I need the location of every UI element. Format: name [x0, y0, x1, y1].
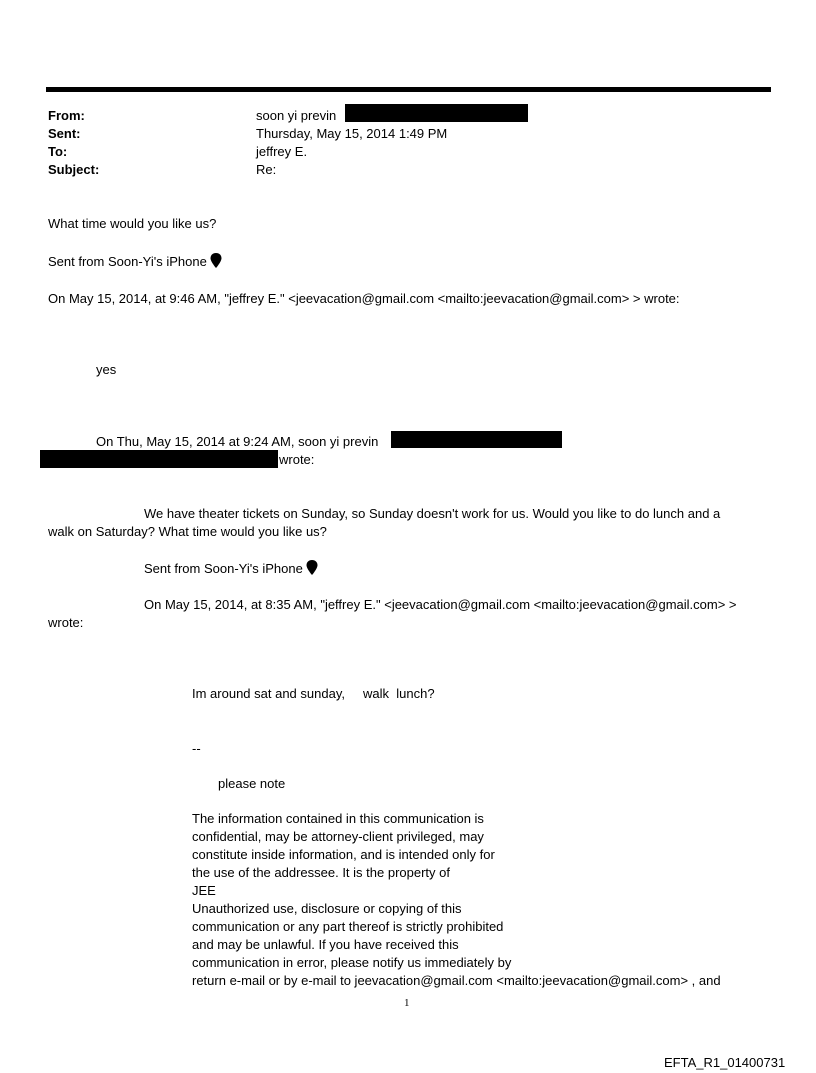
- subject-value: Re:: [256, 162, 277, 177]
- disclaimer-line: confidential, may be attorney-client privileged, may: [192, 829, 484, 844]
- quote-header-end: wrote:: [48, 615, 84, 630]
- please-note: please note: [218, 776, 286, 791]
- message-line: Im around sat and sunday, walk lunch?: [192, 686, 435, 701]
- location-pin-icon: [306, 560, 318, 580]
- message-line: walk on Saturday? What time would you like us?: [48, 524, 327, 539]
- disclaimer-line: return e-mail or by e-mail to jeevacation@gmail.com <mailto:jeevacation@gmail.com> , and: [192, 973, 721, 988]
- disclaimer-line: the use of the addressee. It is the property of: [192, 865, 450, 880]
- to-value: jeffrey E.: [256, 144, 308, 159]
- location-pin-icon: [210, 253, 222, 273]
- to-label: To:: [48, 144, 68, 159]
- quote-header: On Thu, May 15, 2014 at 9:24 AM, soon yi previn: [96, 434, 379, 449]
- signature-dashes: --: [192, 741, 201, 756]
- from-label: From:: [48, 108, 85, 123]
- redaction-block: [391, 431, 562, 448]
- signature-text: Sent from Soon-Yi's iPhone: [48, 254, 207, 269]
- disclaimer-line: communication in error, please notify us immediately by: [192, 955, 512, 970]
- from-value: soon yi previn: [256, 108, 337, 123]
- signature-line: [144, 560, 318, 580]
- sent-value: Thursday, May 15, 2014 1:49 PM: [256, 126, 448, 141]
- redaction-block: [345, 104, 528, 122]
- message-line: What time would you like us?: [48, 216, 217, 231]
- quote-header: On May 15, 2014, at 8:35 AM, "jeffrey E." <jeevacation@gmail.com <mailto:jeevacation@gmail.com> >: [144, 597, 737, 612]
- signature-text: Sent from Soon-Yi's iPhone: [144, 561, 303, 576]
- sent-label: Sent:: [48, 126, 81, 141]
- disclaimer-line: JEE: [192, 883, 216, 898]
- quote-header-end: wrote:: [279, 452, 315, 467]
- disclaimer-line: constitute inside information, and is intended only for: [192, 847, 495, 862]
- message-line: We have theater tickets on Sunday, so Sunday doesn't work for us. Would you like to do lunch and a: [144, 506, 721, 521]
- signature-line: [48, 253, 222, 273]
- header-rule: [46, 87, 771, 92]
- subject-label: Subject:: [48, 162, 100, 177]
- disclaimer-line: communication or any part thereof is strictly prohibited: [192, 919, 504, 934]
- disclaimer-line: Unauthorized use, disclosure or copying of this: [192, 901, 462, 916]
- redaction-block: [40, 450, 278, 468]
- disclaimer-line: and may be unlawful. If you have received this: [192, 937, 459, 952]
- reply-text: yes: [96, 362, 117, 377]
- page-number: 1: [404, 997, 410, 1009]
- quote-header: On May 15, 2014, at 9:46 AM, "jeffrey E." <jeevacation@gmail.com <mailto:jeevacation@gmail.com> > wrote:: [48, 291, 680, 306]
- document-id: EFTA_R1_01400731: [664, 1055, 786, 1070]
- disclaimer-line: The information contained in this communication is: [192, 811, 484, 826]
